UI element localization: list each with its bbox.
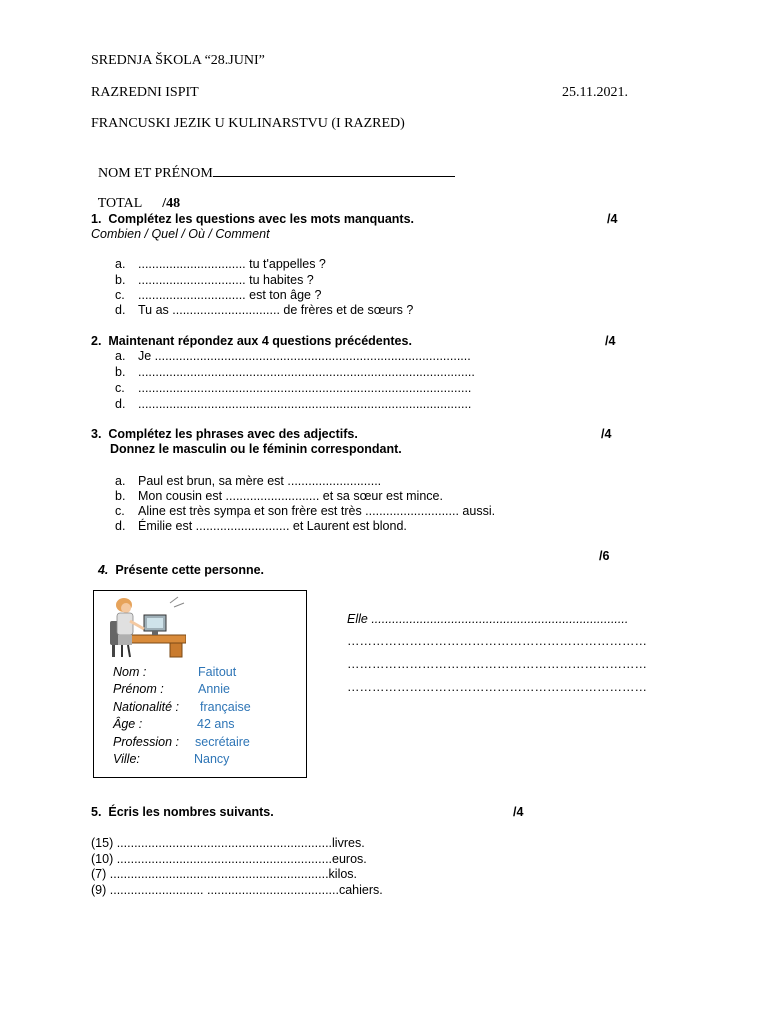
card-value-nationalite: française (200, 700, 251, 714)
q1-item-a-letter: a. (115, 257, 126, 271)
total-label: TOTAL (97, 196, 143, 211)
q4-title-text: Présente cette personne. (115, 563, 265, 577)
q2-item-b-text: ................................................................................................. (138, 365, 475, 379)
card-label-nom: Nom : (113, 665, 147, 679)
total-value: /48 (162, 196, 181, 211)
q2-item-d-text: ................................................................................................ (138, 397, 472, 411)
q4-answer-line-2: ……………………………………………………………… (347, 634, 647, 648)
q4-answer-line-3: ……………………………………………………………… (347, 657, 647, 671)
q2-points: /4 (605, 334, 616, 348)
q5-item-9: (9) ........................... ......................................cahiers. (91, 883, 383, 897)
q3-item-c-text: Aline est très sympa et son frère est très ........................... aussi. (138, 504, 496, 518)
q5-title: 5. Écris les nombres suivants. (91, 805, 274, 819)
q3-item-a-letter: a. (115, 474, 126, 488)
q4-title (91, 549, 264, 577)
q3-subtitle: Donnez le masculin ou le féminin correspondant. (110, 442, 402, 456)
total-line (91, 180, 180, 212)
card-value-age: 42 ans (197, 717, 235, 731)
school-name: SREDNJA ŠKOLA “28.JUNI” (91, 53, 265, 68)
q2-item-a-letter: a. (115, 349, 126, 363)
q2-item-a-text: Je ........................................................................................... (138, 349, 471, 363)
card-value-nom: Faitout (198, 665, 237, 679)
card-value-ville: Nancy (194, 752, 230, 766)
q3-title: 3. Complétez les phrases avec des adjectifs. (91, 427, 358, 441)
card-label-profession: Profession : (113, 735, 180, 749)
q5-item-7: (7) ...............................................................kilos. (91, 867, 358, 881)
card-label-prenom: Prénom : (113, 682, 164, 696)
q1-item-d-text: Tu as ............................... de frères et de sœurs ? (138, 303, 414, 317)
q3-item-b-text: Mon cousin est ........................... et sa sœur est mince. (138, 489, 443, 503)
person-card (93, 590, 307, 778)
q2-item-c-text: ................................................................................................ (138, 381, 472, 395)
exam-date: 25.11.2021. (562, 85, 628, 100)
card-label-nationalite: Nationalité : (113, 700, 180, 714)
q2-item-c-letter: c. (115, 381, 125, 395)
name-blank (213, 164, 455, 177)
name-label: NOM ET PRÉNOM (98, 166, 213, 181)
q4-answer-line-4: ……………………………………………………………… (347, 680, 647, 694)
q1-item-c-letter: c. (115, 288, 125, 302)
q5-item-10: (10) ..............................................................euros. (91, 852, 367, 866)
q4-points: /6 (599, 549, 610, 563)
q3-item-d-text: Émilie est ........................... et Laurent est blond. (138, 519, 407, 533)
q5-points: /4 (513, 805, 524, 819)
q4-number: 4. (97, 563, 109, 577)
card-value-profession: secrétaire (195, 735, 250, 749)
card-label-age: Âge : (113, 717, 143, 731)
q1-item-c-text: ............................... est ton âge ? (138, 288, 322, 302)
q2-title: 2. Maintenant répondez aux 4 questions précédentes. (91, 334, 412, 348)
exam-title: RAZREDNI ISPIT (91, 85, 199, 100)
q1-item-b-text: ............................... tu habites ? (138, 273, 314, 287)
q3-item-b-letter: b. (115, 489, 126, 503)
q1-item-a-text: ............................... tu t'appelles ? (138, 257, 326, 271)
q3-item-d-letter: d. (115, 519, 126, 533)
subject-title: FRANCUSKI JEZIK U KULINARSTVU (I RAZRED) (91, 116, 405, 131)
q5-item-15: (15) ..............................................................livres. (91, 836, 365, 850)
q1-item-d-letter: d. (115, 303, 126, 317)
name-line (91, 148, 455, 182)
q2-item-d-letter: d. (115, 397, 126, 411)
card-value-prenom: Annie (198, 682, 230, 696)
q1-points: /4 (607, 212, 618, 226)
q3-item-c-letter: c. (115, 504, 125, 518)
card-label-ville: Ville: (113, 752, 140, 766)
q3-points: /4 (601, 427, 612, 441)
q4-answer-line-1: Elle .......................................................................... (347, 612, 629, 626)
q3-item-a-text: Paul est brun, sa mère est ........................... (138, 474, 382, 488)
q1-hint: Combien / Quel / Où / Comment (91, 227, 270, 241)
q1-item-b-letter: b. (115, 273, 126, 287)
q2-item-b-letter: b. (115, 365, 126, 379)
secretary-illustration (108, 595, 186, 659)
q1-title: 1. Complétez les questions avec les mots manquants. (91, 212, 415, 226)
